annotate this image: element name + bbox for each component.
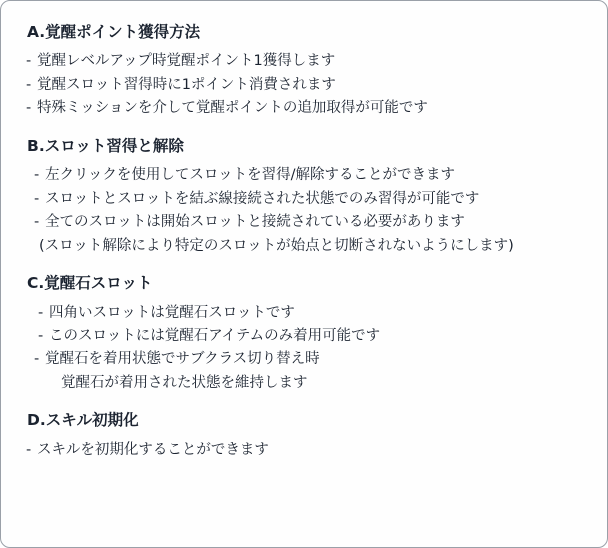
list-item: ‐ スキルを初期化することができます: [27, 439, 589, 462]
section-slot-learn-and-release: [27, 137, 589, 258]
list-item: ‐ 四角いスロットは覚醒石スロットです: [27, 302, 589, 325]
list-item-note: (スロット解除により特定のスロットが始点と切断されないようにします): [39, 237, 514, 254]
list-item-continuation: 覚醒石が着用された状態を維持します: [61, 374, 308, 391]
section-items: [27, 164, 589, 258]
list-item: ‐ 特殊ミッションを介して覚醒ポイントの追加取得が可能です: [27, 97, 589, 120]
section-items: [27, 50, 589, 120]
section-awakening-stone-slot: [27, 274, 589, 395]
list-item: ‐ 左クリックを使用してスロットを習得/解除することができます: [27, 164, 589, 187]
section-items: [27, 302, 589, 396]
section-heading: D.スキル初期化: [27, 411, 139, 430]
section-awakening-point-acquisition: [27, 23, 589, 121]
section-skill-reset: [27, 411, 589, 462]
list-item: ‐ スロットとスロットを結ぶ線接続された状態でのみ習得が可能です: [27, 188, 589, 211]
section-heading: B.スロット習得と解除: [27, 136, 184, 155]
list-item: ‐ このスロットには覚醒石アイテムのみ着用可能です: [27, 325, 589, 348]
list-item: ‐ 覚醒石を着用状態でサブクラス切り替え時: [27, 348, 589, 371]
section-heading: A.覚醒ポイント獲得方法: [27, 23, 201, 41]
list-item: ‐ 覚醒レベルアップ時覚醒ポイント1獲得します: [27, 50, 589, 73]
list-item: ‐ 全てのスロットは開始スロットと接続されている必要があります: [27, 211, 589, 234]
section-heading: C.覚醒石スロット: [27, 274, 153, 293]
list-item: ‐ 覚醒スロット習得時に1ポイント消費されます: [27, 74, 589, 97]
section-items: [27, 439, 589, 462]
